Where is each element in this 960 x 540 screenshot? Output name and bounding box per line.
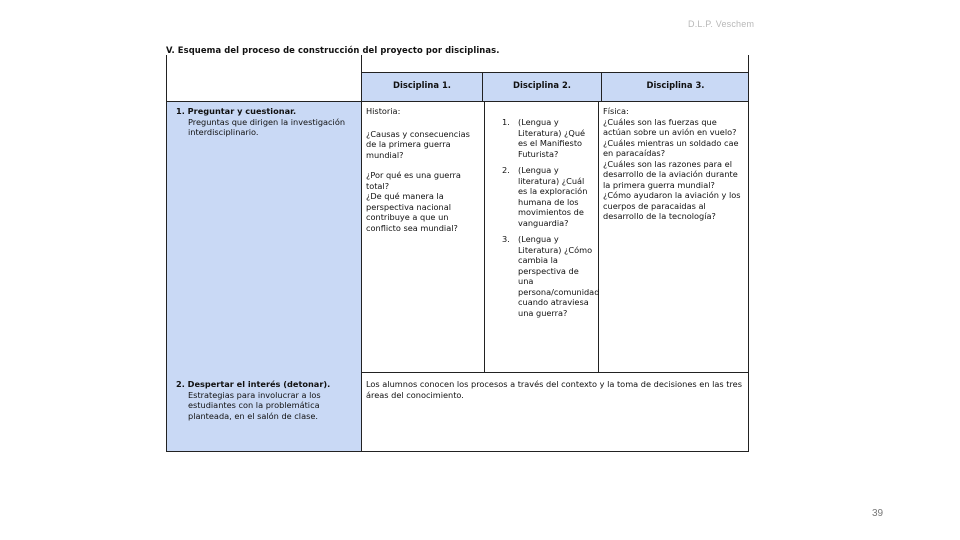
header-disciplina-3: Disciplina 3. — [646, 80, 705, 90]
header-disciplina-2: Disciplina 2. — [513, 80, 571, 90]
row2-label — [176, 379, 356, 421]
header-bottom-line — [166, 101, 749, 102]
row1-label-sub: Preguntas que dirigen la investigación interdisciplinario. — [188, 116, 346, 137]
d3-question-1: ¿Cuáles son las fuerzas que actúan sobre un avión en vuelo? ¿Cuáles mientras un soldado cae en paracaídas? — [603, 116, 739, 158]
row1-divider-2 — [598, 101, 599, 373]
d2-question-item: 3. (Lengua y Literatura) ¿Cómo cambia la perspectiva de una persona/comunidad cuando atraviesa una guerra? — [502, 234, 600, 318]
row2-content: Los alumnos conocen los procesos a través del contexto y la toma de decisiones en las tres áreas del conocimiento. — [366, 379, 742, 400]
header-disciplina-1: Disciplina 1. — [393, 80, 451, 90]
row1-label — [176, 106, 356, 138]
row1-divider-1 — [484, 101, 485, 373]
row2-label-sub: Estrategias para involucrar a los estudiantes con la problemática planteada, en el salón de clase. — [188, 389, 321, 421]
d1-question-2: ¿Por qué es una guerra total? — [366, 170, 461, 191]
section-title: V. Esquema del proceso de construcción del proyecto por disciplinas. — [166, 45, 500, 55]
row1-disciplina-1 — [366, 106, 480, 233]
row1-label-title: 1. Preguntar y cuestionar. — [176, 106, 297, 116]
d3-question-2: ¿Cuáles son las razones para el desarrollo de la aviación durante la primera guerra mundial? — [603, 158, 738, 190]
watermark-text: D.L.P. Veschem — [688, 19, 755, 29]
row2-label-title: 2. Despertar el interés (detonar). — [176, 379, 331, 389]
row1-disciplina-2 — [502, 117, 600, 324]
d3-subject: Física: — [603, 106, 629, 116]
page-number: 39 — [872, 508, 884, 519]
d2-question-item: 1. (Lengua y Literatura) ¿Qué es el Manifiesto Futurista? — [502, 117, 586, 159]
d1-question-1: ¿Causas y consecuencias de la primera guerra mundial? — [366, 128, 470, 160]
row1-disciplina-3 — [603, 106, 747, 222]
d2-question-list — [502, 117, 600, 318]
d1-question-3: ¿De qué manera la perspectiva nacional contribuye a que un conflicto sea mundial? — [366, 191, 458, 233]
left-border — [166, 55, 167, 452]
row-separator — [361, 372, 749, 373]
header-top-line — [361, 72, 749, 73]
d1-subject: Historia: — [366, 106, 401, 116]
label-column-divider — [361, 55, 362, 452]
d2-question-item: 2. (Lengua y literatura) ¿Cuál es la exploración humana de los movimientos de vanguardia? — [502, 165, 588, 228]
d3-question-3: ¿Cómo ayudaron la aviación y los cuerpos de paracaidas al desarrollo de la tecnología? — [603, 190, 741, 221]
